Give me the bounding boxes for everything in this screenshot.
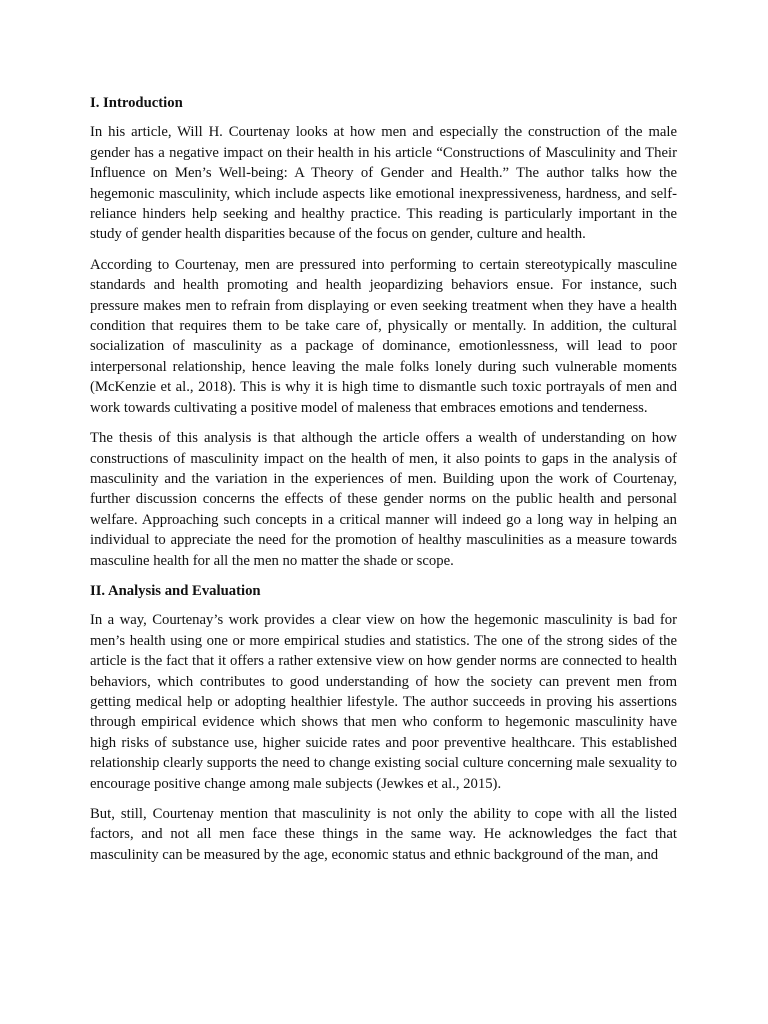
paragraph-analysis-2: But, still, Courtenay mention that masculinity is not only the ability to cope with all the listed factors, and not all men face these things in the same way. He acknowledges the fact that masculinity can be measured by the age, economic status and ethnic background of the man, and — [90, 806, 677, 863]
section-heading-analysis: II. Analysis and Evaluation — [90, 582, 261, 599]
paragraph-intro-2: According to Courtenay, men are pressured into performing to certain stereotypically masculine standards and health promoting and health jeopardizing behaviors ensue. For instance, such pressure makes men to refrain from displaying or even seeking treatment when they have a health condition that requires them to be take care of, physically or mentally. In addition, the cultural socialization of masculinity as a package of dominance, emotionlessness, will lead to poor interpersonal relationship, hence leaving the male folks lonely during such vulnerable moments (McKenzie et al., 2018). This is why it is high time to dismantle such toxic portrayals of men and work towards cultivating a positive model of maleness that embraces emotions and tenderness. — [90, 256, 677, 416]
paragraph-intro-1: In his article, Will H. Courtenay looks at how men and especially the construction of the male gender has a negative impact on their health in his article “Constructions of Masculinity and Their Influence on Men’s Well-being: A Theory of Gender and Health.” The author talks how the hegemonic masculinity, which include aspects like emotional inexpressiveness, hardness, and self-reliance hinders help seeking and healthy practice. This reading is particularly important in the study of gender health disparities because of the focus on gender, culture and health. — [90, 124, 677, 243]
document-page — [90, 90, 677, 875]
paragraph-analysis-1: In a way, Courtenay’s work provides a clear view on how the hegemonic masculinity is bad for men’s health using one or more empirical studies and statistics. The one of the strong sides of the article is the fact that it offers a rather extensive view on how gender norms are connected to health behaviors, which contributes to good understanding of how the society can prevent men from getting medical help or adopting healthier lifestyle. The author succeeds in proving his assertions through empirical evidence which shows that men who conform to hegemonic masculinity have high risks of substance use, higher suicide rates and poor preventive healthcare. This established relationship clearly supports the need to change existing social culture concerning male sexuality to encourage positive change among male subjects (Jewkes et al., 2015). — [90, 612, 677, 792]
section-heading-introduction: I. Introduction — [90, 95, 183, 111]
paragraph-intro-3: The thesis of this analysis is that although the article offers a wealth of understanding on how constructions of masculinity impact on the health of men, it also points to gaps in the analysis of masculinity and the variation in the experiences of men. Building upon the work of Courtenay, further discussion concerns the effects of these gender norms on the public health and personal welfare. Approaching such concepts in a critical manner will indeed go a long way in helping an individual to appreciate the need for the promotion of healthy masculinities as a measure towards masculine health for all the men no matter the shade or scope. — [90, 430, 677, 569]
